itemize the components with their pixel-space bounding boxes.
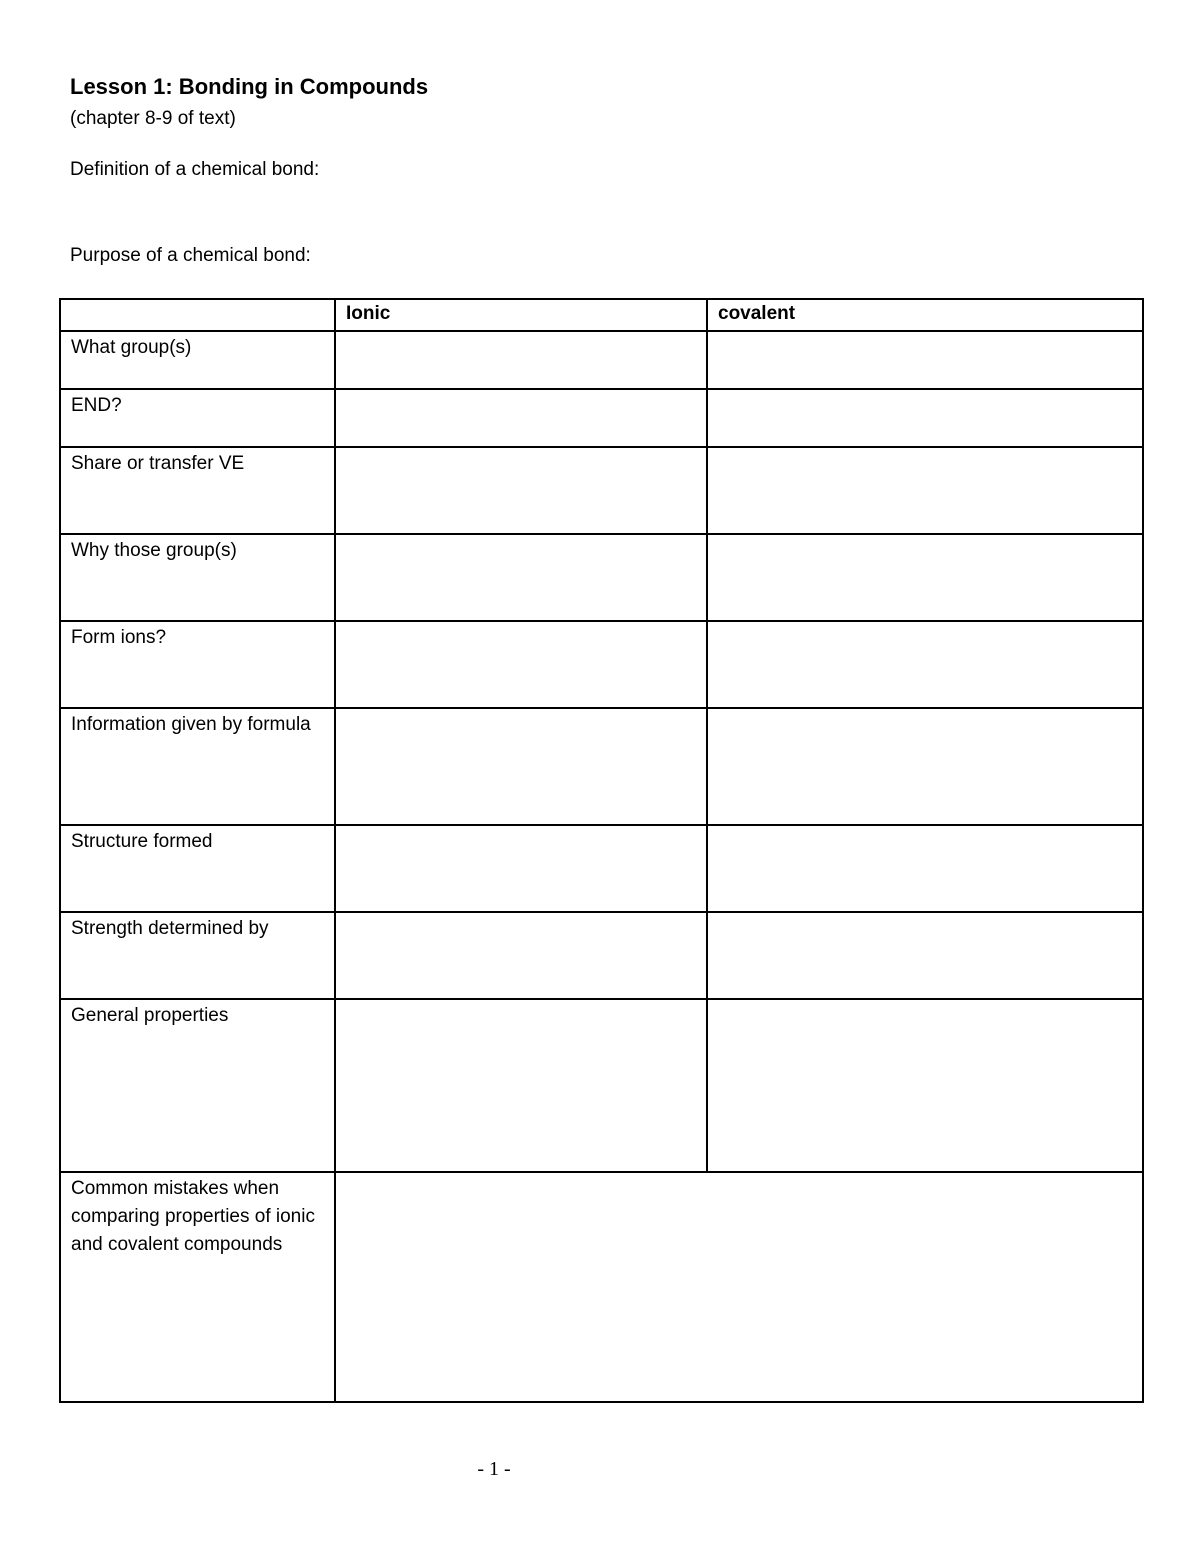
covalent-answer-cell[interactable] <box>707 447 1143 534</box>
lesson-subtitle: (chapter 8-9 of text) <box>70 108 236 129</box>
row-label-what-groups: What group(s) <box>60 331 335 389</box>
table-row <box>60 999 1143 1172</box>
table-row <box>60 912 1143 999</box>
table-row <box>60 1172 1143 1402</box>
common-mistakes-answer-cell[interactable] <box>335 1172 1143 1402</box>
row-label-form-ions: Form ions? <box>60 621 335 708</box>
row-label-structure: Structure formed <box>60 825 335 912</box>
ionic-answer-cell[interactable] <box>335 621 707 708</box>
ionic-answer-cell[interactable] <box>335 389 707 447</box>
header-covalent: covalent <box>707 299 1143 331</box>
table-row <box>60 447 1143 534</box>
covalent-answer-cell[interactable] <box>707 999 1143 1172</box>
lesson-title: Lesson 1: Bonding in Compounds <box>70 74 429 99</box>
bonding-comparison-table <box>59 298 1144 1403</box>
row-label-strength: Strength determined by <box>60 912 335 999</box>
table-row <box>60 331 1143 389</box>
covalent-answer-cell[interactable] <box>707 621 1143 708</box>
row-label-general-properties: General properties <box>60 999 335 1172</box>
covalent-answer-cell[interactable] <box>707 331 1143 389</box>
header-ionic: Ionic <box>335 299 707 331</box>
table-row <box>60 534 1143 621</box>
ionic-answer-cell[interactable] <box>335 912 707 999</box>
row-label-formula-info: Information given by formula <box>60 708 335 825</box>
covalent-answer-cell[interactable] <box>707 912 1143 999</box>
table-row <box>60 825 1143 912</box>
row-label-share-transfer: Share or transfer VE <box>60 447 335 534</box>
ionic-answer-cell[interactable] <box>335 447 707 534</box>
header-empty-cell <box>60 299 335 331</box>
table-row <box>60 708 1143 825</box>
row-label-end: END? <box>60 389 335 447</box>
page-number: - 1 - <box>477 1458 511 1480</box>
table-header-row <box>60 299 1143 331</box>
covalent-answer-cell[interactable] <box>707 389 1143 447</box>
ionic-answer-cell[interactable] <box>335 534 707 621</box>
ionic-answer-cell[interactable] <box>335 708 707 825</box>
covalent-answer-cell[interactable] <box>707 825 1143 912</box>
row-label-why-groups: Why those group(s) <box>60 534 335 621</box>
table-row <box>60 389 1143 447</box>
ionic-answer-cell[interactable] <box>335 999 707 1172</box>
covalent-answer-cell[interactable] <box>707 708 1143 825</box>
ionic-answer-cell[interactable] <box>335 331 707 389</box>
purpose-prompt: Purpose of a chemical bond: <box>70 245 311 266</box>
table-row <box>60 621 1143 708</box>
definition-prompt: Definition of a chemical bond: <box>70 159 320 180</box>
covalent-answer-cell[interactable] <box>707 534 1143 621</box>
ionic-answer-cell[interactable] <box>335 825 707 912</box>
row-label-common-mistakes: Common mistakes when comparing properties of ionic and covalent compounds <box>60 1172 335 1402</box>
